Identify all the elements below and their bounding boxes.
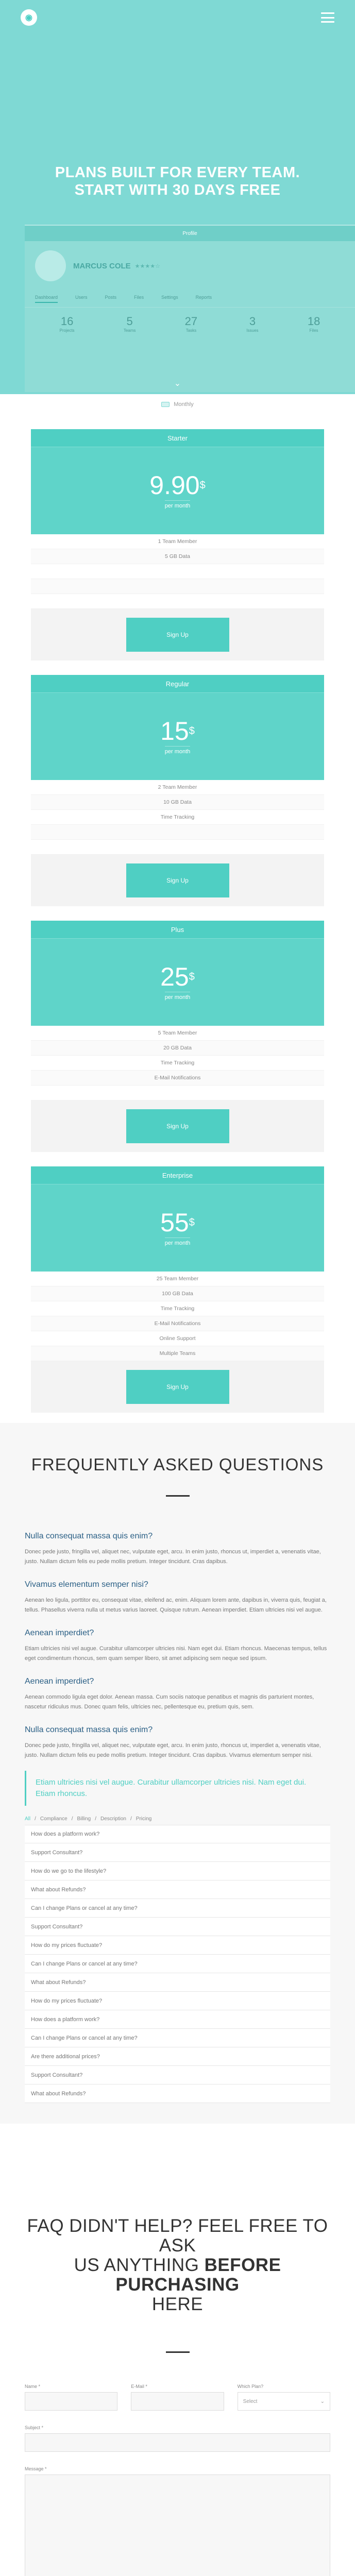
plan-label: Which Plan? xyxy=(237,2384,264,2389)
faq-question: Nulla consequat massa quis enim? xyxy=(25,1725,153,1734)
plan-price xyxy=(149,472,205,498)
faq-accordion xyxy=(25,1825,330,2103)
plan-price xyxy=(160,964,195,990)
signup-button[interactable]: Sign Up xyxy=(126,1370,229,1404)
divider xyxy=(166,2351,190,2353)
plan-feature-list xyxy=(31,1272,324,1361)
top-bar xyxy=(0,0,355,35)
stat-label: Teams xyxy=(123,328,136,333)
contact-title xyxy=(25,2216,330,2314)
plan-feature xyxy=(31,564,324,579)
plan-feature: Online Support xyxy=(31,1331,324,1346)
plan-period: per month xyxy=(165,500,191,509)
message-textarea[interactable] xyxy=(25,2475,330,2576)
plan-name: Starter xyxy=(31,429,324,447)
plan-feature: 2 Team Member xyxy=(31,780,324,795)
plan-feature: E-Mail Notifications xyxy=(31,1071,324,1086)
plan-feature: 5 Team Member xyxy=(31,1026,324,1041)
faq-answer: Aenean commodo ligula eget dolor. Aenean massa. Cum sociis natoque penatibus et magnis dis parturient montes, nascetur ridiculus mus. Donec quam felis, ultricies nec, pellentesque eu, pretium quis, sem. xyxy=(25,1694,314,1710)
accordion-item[interactable]: Can I change Plans or cancel at any time? xyxy=(25,1955,330,1973)
contact-title-line2: US ANYTHING xyxy=(74,2255,205,2275)
plan-feature: Multiple Teams xyxy=(31,1346,324,1361)
pricing-plan-card xyxy=(31,1166,324,1413)
subject-input[interactable] xyxy=(25,2433,330,2452)
plan-feature xyxy=(31,594,324,609)
faq-title: FREQUENTLY ASKED QUESTIONS xyxy=(31,1455,324,1474)
plan-name: Regular xyxy=(31,675,324,692)
stat-value: 5 xyxy=(126,315,133,328)
mockup-tab: Reports xyxy=(195,295,212,300)
plan-price-box xyxy=(31,692,324,780)
mockup-stat xyxy=(124,315,136,333)
mockup-tab: Files xyxy=(134,295,144,300)
plan-select[interactable] xyxy=(238,2392,330,2411)
faq-tab[interactable]: Description xyxy=(100,1816,126,1822)
signup-button[interactable]: Sign Up xyxy=(126,863,229,897)
email-field-group xyxy=(131,2384,224,2411)
subject-field-group xyxy=(25,2425,330,2452)
accordion-item[interactable]: What about Refunds? xyxy=(25,2084,330,2103)
plan-footer xyxy=(31,1361,324,1413)
email-label: E-Mail * xyxy=(131,2384,147,2389)
hero-title-line2: START WITH xyxy=(74,182,173,198)
name-input[interactable] xyxy=(25,2392,117,2411)
plan-feature: 5 GB Data xyxy=(31,549,324,564)
plan-price-value: 55 xyxy=(160,1208,189,1237)
plan-select-value: Select xyxy=(243,2398,258,2404)
stat-value: 27 xyxy=(184,315,198,328)
plan-feature: 20 GB Data xyxy=(31,1041,324,1056)
signup-button[interactable]: Sign Up xyxy=(126,1109,229,1143)
faq-tab[interactable]: Pricing xyxy=(136,1816,152,1822)
contact-title-line1: FAQ DIDN'T HELP? FEEL FREE TO ASK xyxy=(27,2216,328,2256)
mockup-stats xyxy=(25,308,355,340)
faq-question: Vivamus elementum semper nisi? xyxy=(25,1580,148,1589)
plan-currency: $ xyxy=(199,480,206,491)
form-row xyxy=(25,2425,330,2452)
plan-feature-list xyxy=(31,1026,324,1100)
plan-name: Enterprise xyxy=(31,1166,324,1184)
plan-feature xyxy=(31,1086,324,1100)
faq-answer: Etiam ultricies nisi vel augue. Curabitur ullamcorper ultricies nisi. Nam eget dui. Etiam rhoncus. Maecenas tempus, tellus eget condimentum rhoncus, sem quam semper libero, sit amet adipiscing sem neque sed ipsum. xyxy=(25,1646,327,1662)
plan-feature: Time Tracking xyxy=(31,810,324,825)
plan-footer xyxy=(31,855,324,906)
billing-toggle-label: Monthly xyxy=(174,401,194,408)
plan-price-value: 25 xyxy=(160,962,189,991)
faq-list xyxy=(25,1532,330,1806)
accordion-item[interactable]: Can I change Plans or cancel at any time? xyxy=(25,2029,330,2047)
pricing-section xyxy=(0,429,355,1423)
accordion-item[interactable]: Support Consultant? xyxy=(25,1918,330,1936)
plan-feature: E-Mail Notifications xyxy=(31,1316,324,1331)
mockup-stat xyxy=(308,315,320,333)
stat-value: 3 xyxy=(249,315,256,328)
plan-price xyxy=(160,1210,195,1235)
subject-label: Subject * xyxy=(25,2425,44,2430)
logo[interactable]: ◉ xyxy=(21,9,37,26)
contact-title-highlight: BEFORE PURCHASING xyxy=(115,2255,281,2295)
plan-feature-list xyxy=(31,780,324,855)
stat-label: Files xyxy=(309,328,318,333)
hero-title-highlight: 30 DAYS FREE xyxy=(172,182,281,198)
faq-question: Aenean imperdiet? xyxy=(25,1677,94,1686)
stat-label: Tasks xyxy=(185,328,197,333)
tab-separator: / xyxy=(71,1816,73,1822)
accordion-item[interactable]: Support Consultant? xyxy=(25,1843,330,1862)
mockup-tab: Users xyxy=(75,295,88,300)
faq-tab[interactable]: Billing xyxy=(77,1816,91,1822)
mockup-tabs xyxy=(25,291,355,308)
accordion-item[interactable]: Can I change Plans or cancel at any time? xyxy=(25,1899,330,1918)
plan-price xyxy=(160,718,195,744)
mockup-tab: Settings xyxy=(161,295,178,300)
plan-price-box xyxy=(31,447,324,534)
plan-footer xyxy=(31,609,324,660)
email-input[interactable] xyxy=(131,2392,224,2411)
accordion-item[interactable]: How does a platform work? xyxy=(25,1825,330,1843)
tab-separator: / xyxy=(35,1816,36,1822)
contact-section xyxy=(0,2124,355,2576)
form-row xyxy=(25,2466,330,2576)
stat-value: 18 xyxy=(307,315,320,328)
chevron-down-icon: ⌄ xyxy=(320,2398,325,2404)
message-field-group xyxy=(25,2466,330,2576)
plan-period: per month xyxy=(165,746,191,755)
pricing-plan-card xyxy=(31,675,324,906)
mockup-name: MARCUS COLE xyxy=(73,261,131,270)
mockup-stat xyxy=(246,315,258,333)
pricing-plan-card xyxy=(31,921,324,1152)
plan-name: Plus xyxy=(31,921,324,938)
rating-stars-icon: ★★★★☆ xyxy=(134,263,160,269)
faq-tabs xyxy=(25,1816,330,1822)
plan-price-value: 15 xyxy=(160,717,189,745)
accordion-item[interactable]: What about Refunds? xyxy=(25,1880,330,1899)
signup-button[interactable]: Sign Up xyxy=(126,618,229,652)
plan-feature xyxy=(31,825,324,840)
faq-section xyxy=(0,1423,355,2124)
plan-field-group xyxy=(238,2384,330,2411)
pricing-plan-card xyxy=(31,429,324,660)
billing-toggle[interactable] xyxy=(0,394,355,415)
accordion-item[interactable]: How does a platform work? xyxy=(25,2010,330,2029)
form-row xyxy=(25,2384,330,2411)
mockup-tab: Posts xyxy=(105,295,117,300)
faq-question: Nulla consequat massa quis enim? xyxy=(25,1532,153,1540)
stat-label: Issues xyxy=(246,328,259,333)
name-field-group xyxy=(25,2384,117,2411)
plan-feature xyxy=(31,579,324,594)
hero-section xyxy=(0,0,355,394)
faq-answer: Donec pede justo, fringilla vel, aliquet nec, vulputate eget, arcu. In enim justo, rhoncus ut, imperdiet a, venenatis vitae, justo. Nullam dictum felis eu pede mollis pretium. Integer tincidunt. Cras dapibus. Vivamus elementum semper nisi. xyxy=(25,1742,321,1758)
plan-price-box xyxy=(31,938,324,1026)
plan-currency: $ xyxy=(189,725,195,737)
accordion-item[interactable]: Are there additional prices? xyxy=(25,2047,330,2066)
plan-period: per month xyxy=(165,992,191,1001)
faq-answer: Aenean leo ligula, porttitor eu, consequat vitae, eleifend ac, enim. Aliquam lorem ante, dapibus in, viverra quis, feugiat a, tellus. Phasellus viverra nulla ut metus varius laoreet. Quisque rutrum. Aenean imperdiet. Etiam ultricies nisi vel augue. xyxy=(25,1597,327,1613)
hamburger-menu-icon[interactable] xyxy=(321,12,334,23)
hero-title xyxy=(0,164,355,199)
faq-blockquote: Etiam ultricies nisi vel augue. Curabitur ullamcorper ultricies nisi. Nam eget dui. Etiam rhoncus. xyxy=(25,1771,330,1806)
name-label: Name * xyxy=(25,2384,41,2389)
app-mockup-image xyxy=(25,225,355,392)
accordion-item[interactable]: What about Refunds? xyxy=(25,1973,330,1992)
plan-footer xyxy=(31,1100,324,1152)
plan-currency: $ xyxy=(189,971,195,982)
scroll-down-icon[interactable]: ⌄ xyxy=(174,379,181,388)
mockup-stat xyxy=(60,315,75,333)
plan-feature: 100 GB Data xyxy=(31,1286,324,1301)
accordion-item[interactable]: How do we go to the lifestyle? xyxy=(25,1862,330,1880)
plan-feature: 10 GB Data xyxy=(31,795,324,810)
hero-title-line1: PLANS BUILT FOR EVERY TEAM. xyxy=(55,164,300,181)
mockup-tab: Dashboard xyxy=(35,295,58,303)
faq-tab[interactable]: All xyxy=(25,1816,31,1822)
plan-feature: Time Tracking xyxy=(31,1056,324,1071)
stat-value: 16 xyxy=(60,315,74,328)
plan-feature-list xyxy=(31,534,324,609)
accordion-item[interactable]: How do my prices fluctuate? xyxy=(25,1992,330,2010)
plan-period: per month xyxy=(165,1238,191,1246)
faq-answer: Donec pede justo, fringilla vel, aliquet nec, vulputate eget, arcu. In enim justo, rhoncus ut, imperdiet a, venenatis vitae, justo. Nullam dictum felis eu pede mollis pretium. Integer tincidunt. Cras dapibus. xyxy=(25,1549,321,1565)
accordion-item[interactable]: How do my prices fluctuate? xyxy=(25,1936,330,1955)
accordion-item[interactable]: Support Consultant? xyxy=(25,2066,330,2084)
plan-feature: Time Tracking xyxy=(31,1301,324,1316)
divider xyxy=(166,1495,190,1497)
contact-title-line3: HERE xyxy=(151,2294,204,2314)
toggle-icon[interactable] xyxy=(161,402,170,407)
plan-feature xyxy=(31,840,324,855)
faq-tab[interactable]: Compliance xyxy=(40,1816,67,1822)
mockup-profile xyxy=(25,241,355,291)
message-label: Message * xyxy=(25,2466,47,2471)
stat-label: Projects xyxy=(59,328,75,333)
plan-price-box xyxy=(31,1184,324,1272)
tab-separator: / xyxy=(130,1816,132,1822)
mockup-stat xyxy=(185,315,197,333)
mockup-top-bar: Profile xyxy=(25,226,355,241)
plan-price-value: 9.90 xyxy=(149,471,200,500)
faq-question: Aenean imperdiet? xyxy=(25,1629,94,1637)
avatar xyxy=(35,250,66,281)
plan-feature: 1 Team Member xyxy=(31,534,324,549)
tab-separator: / xyxy=(95,1816,96,1822)
plan-currency: $ xyxy=(189,1217,195,1228)
plan-feature: 25 Team Member xyxy=(31,1272,324,1286)
